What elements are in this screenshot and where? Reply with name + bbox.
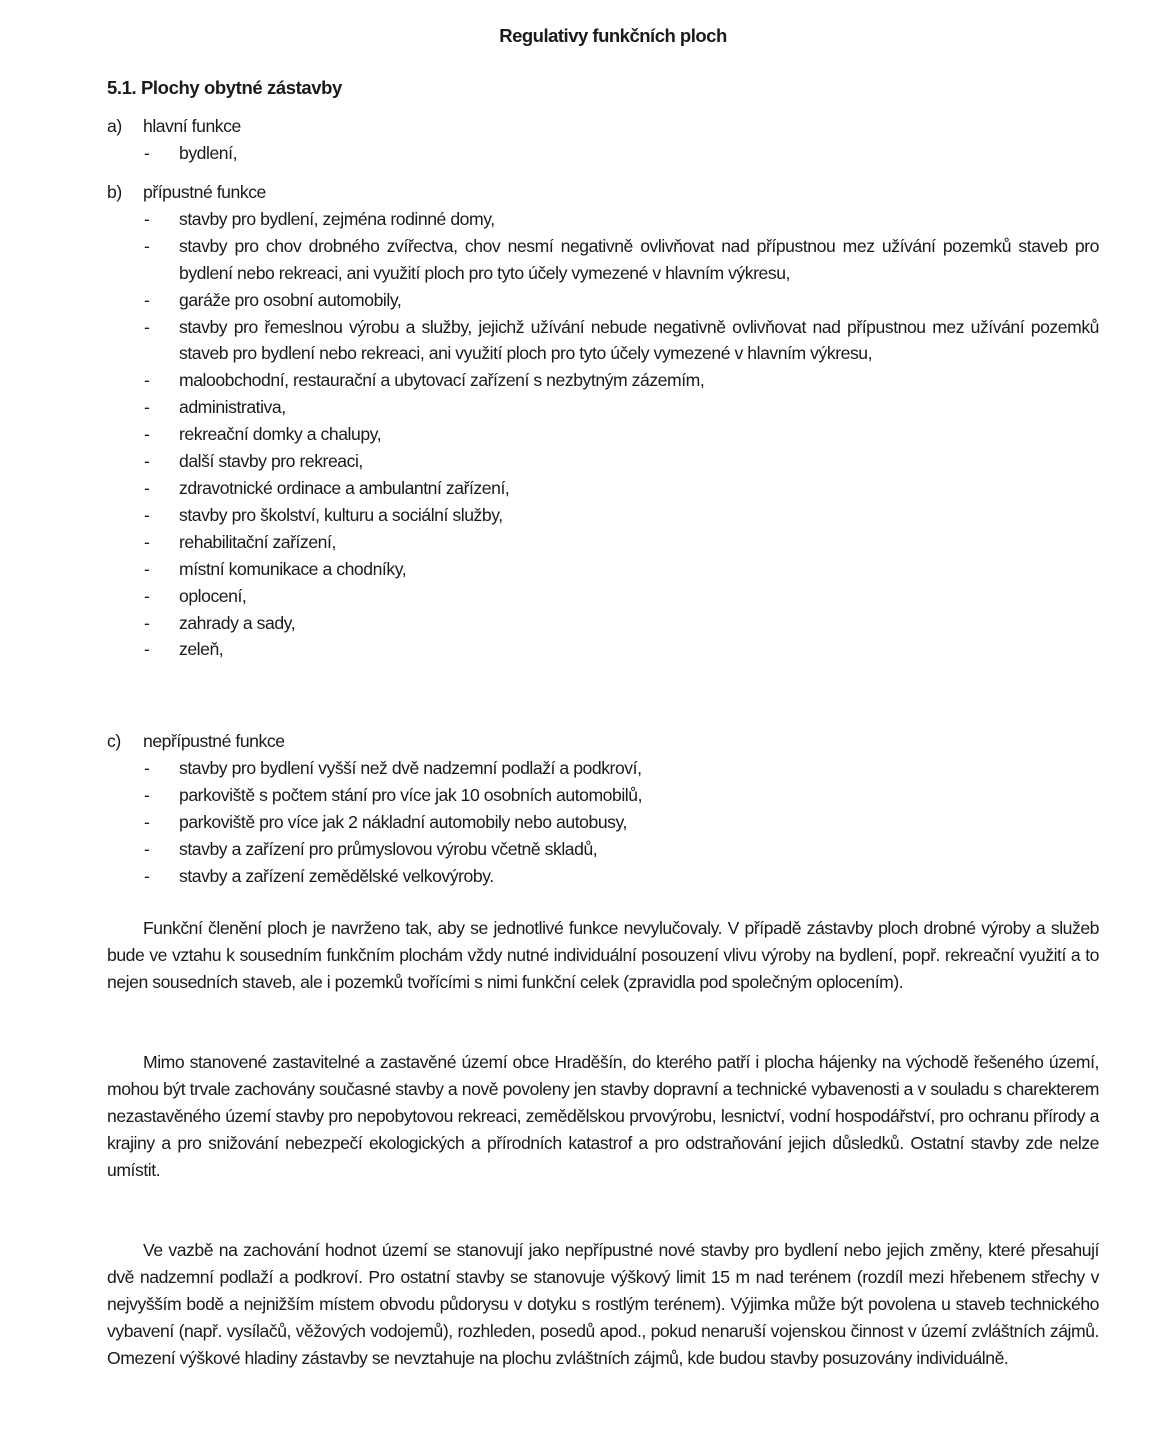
group-heading-text: přípustné funkce [143,182,266,202]
list-item: - zeleň, [107,636,1099,663]
dash-bullet: - [144,784,150,805]
paragraph-functional-division: Funkční členění ploch je navrženo tak, aby se jednotlivé funkce nevylučovaly. V případě zástavby ploch drobné výroby a služeb bude ve vztahu k sousedním funkčním plochám vždy nutné individuální posouzení vlivu výroby na bydlení, popř. rekreační využití a to nejen sousedních staveb, ale i pozemků tvořícími s nimi funkční celek (zpravidla pod společným oplocením). [107,918,1099,992]
dash-bullet: - [144,531,150,552]
dash-bullet: - [144,477,150,498]
function-list [107,206,1099,663]
list-item: - stavby pro školství, kulturu a sociální služby, [107,502,1099,529]
dash-bullet: - [144,811,150,832]
dash-bullet: - [144,838,150,859]
list-item: - maloobchodní, restaurační a ubytovací zařízení s nezbytným zázemím, [107,367,1099,394]
dash-bullet: - [144,757,150,778]
list-item: - garáže pro osobní automobily, [107,287,1099,314]
document-title: Regulativy funkčních ploch [499,25,727,46]
list-item: - rekreační domky a chalupy, [107,421,1099,448]
dash-bullet: - [144,451,150,472]
list-item: - administrativa, [107,394,1099,421]
list-item: - stavby pro bydlení, zejména rodinné domy, [107,206,1099,233]
dash-bullet: - [144,235,150,256]
document-page [107,22,1099,1368]
list-item: - parkoviště pro více jak 2 nákladní automobily nebo autobusy, [107,809,1099,836]
list-item: - stavby pro chov drobného zvířectva, chov nesmí negativně ovlivňovat nad přípustnou mez užívání pozemků staveb pro bydlení nebo rekreaci, ani využití ploch pro tyto účely vymezené v hlavním výkresu, [107,233,1099,287]
dash-bullet: - [144,865,150,886]
group-heading [107,179,1099,206]
dash-bullet: - [144,208,150,229]
group-heading [107,728,1099,755]
list-item: - stavby a zařízení zemědělské velkovýroby. [107,863,1099,890]
section-title: 5.1. Plochy obytné zástavby [107,77,342,98]
group-heading [107,113,1099,140]
paragraph-height-limits: Ve vazbě na zachování hodnot území se stanovují jako nepřípustné nové stavby pro bydlení nebo jejich změny, které přesahují dvě nadzemní podlaží a podkroví. Pro ostatní stavby se stanovuje výškový limit 15 m nad terénem (rozdíl mezi hřebenem střechy v nejvyšším bodě a nejnižším místem obvodu půdorysu v dotyku s rostlým terénem). Výjimka může být povolena u staveb technického vybavení (např. vysílačů, věžových vodojemů), rozhleden, posedů apod., pokud nenaruší vojenskou činnost v území zvláštních zájmů. Omezení výškové hladiny zástavby se nevztahuje na plochu zvláštních zájmů, kde budou stavby posuzovány individuálně. [107,1240,1099,1368]
list-item: - stavby a zařízení pro průmyslovou výrobu včetně skladů, [107,836,1099,863]
dash-bullet: - [144,424,150,445]
list-item: - stavby pro bydlení vyšší než dvě nadzemní podlaží a podkroví, [107,755,1099,782]
group-letter: c) [107,731,121,751]
dash-bullet: - [144,558,150,579]
dash-bullet: - [144,370,150,391]
list-item: - zdravotnické ordinace a ambulantní zařízení, [107,475,1099,502]
dash-bullet: - [144,585,150,606]
list-item: - místní komunikace a chodníky, [107,556,1099,583]
group-heading-text: nepřípustné funkce [143,731,285,751]
list-item: - rehabilitační zařízení, [107,529,1099,556]
group-letter: b) [107,182,122,202]
group-heading-text: hlavní funkce [143,116,241,136]
list-item: - stavby pro řemeslnou výrobu a služby, jejichž užívání nebude negativně ovlivňovat nad přípustnou mez užívání pozemků staveb pro bydlení nebo rekreaci, ani využití ploch pro tyto účely vymezené v hlavním výkresu, [107,314,1099,368]
list-item: - další stavby pro rekreaci, [107,448,1099,475]
list-item: - bydlení, [107,140,1099,167]
group-letter: a) [107,116,122,136]
list-item: - parkoviště s počtem stání pro více jak 10 osobních automobilů, [107,782,1099,809]
list-item: - zahrady a sady, [107,610,1099,637]
list-item: - oplocení, [107,583,1099,610]
dash-bullet: - [144,612,150,633]
function-list [107,140,1099,167]
dash-bullet: - [144,142,150,163]
paragraph-outside-built-area: Mimo stanovené zastavitelné a zastavěné území obce Hraděšín, do kterého patří i plocha hájenky na východě řešeného území, mohou být trvale zachovány současné stavby a nově povoleny jen stavby dopravní a technické vybavenosti a v souladu s charekterem nezastavěného území stavby pro nepobytovou rekreaci, zemědělskou prvovýrobu, lesnictví, vodní hospodářství, pro ochranu přírody a krajiny a pro snižování nebezpečí ekologických a přírodních katastrof a pro odstraňování jejich důsledků. Ostatní stavby zde nelze umístit. [107,1052,1099,1180]
dash-bullet: - [144,316,150,337]
function-list [107,755,1099,890]
dash-bullet: - [144,289,150,310]
group-main-functions [107,113,1099,167]
group-permitted-functions [107,179,1099,663]
dash-bullet: - [144,504,150,525]
dash-bullet: - [144,639,150,660]
group-prohibited-functions [107,728,1099,889]
dash-bullet: - [144,397,150,418]
